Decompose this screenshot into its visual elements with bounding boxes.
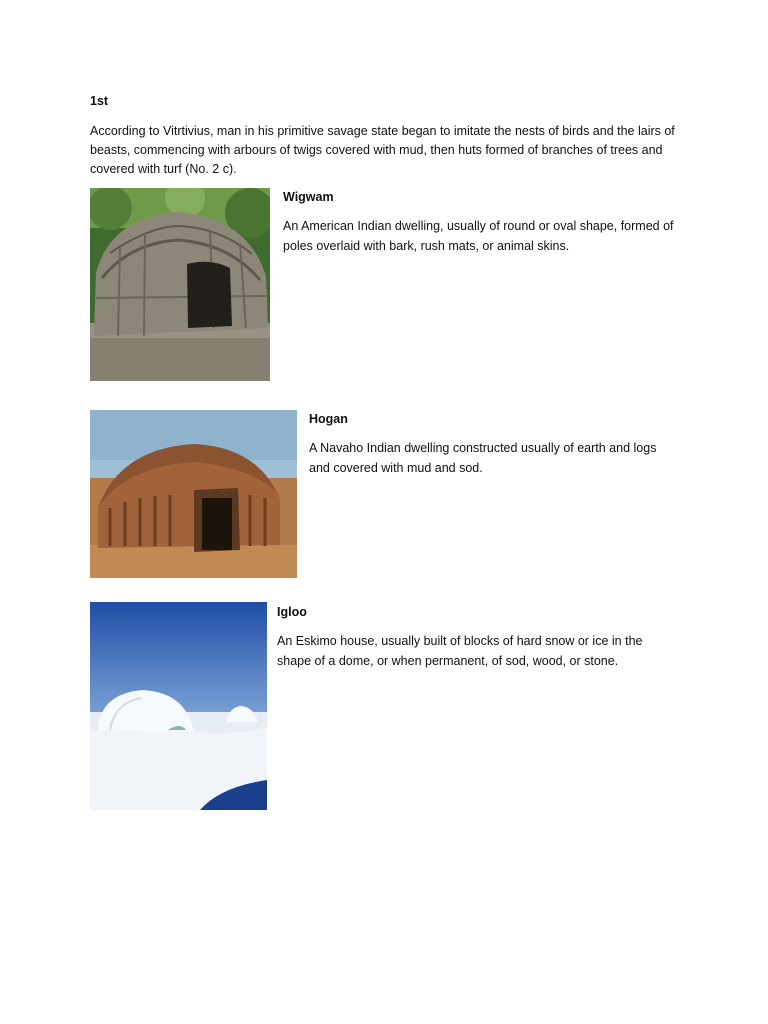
igloo-photo: [90, 602, 267, 810]
entry-description-wigwam: An American Indian dwelling, usually of round or oval shape, formed of poles overlaid with bark, rush mats, or animal skins.: [283, 219, 674, 253]
wigwam-photo: [90, 188, 270, 381]
hogan-photo: [90, 410, 297, 578]
entry-title-igloo: Igloo: [277, 605, 307, 619]
entry-description-igloo: An Eskimo house, usually built of blocks of hard snow or ice in the shape of a dome, or when permanent, of sod, wood, or stone.: [277, 634, 643, 668]
entry-title-wigwam: Wigwam: [283, 190, 334, 204]
intro-paragraph: According to Vitrtivius, man in his primitive savage state began to imitate the nests of birds and the lairs of beasts, commencing with arbours of twigs covered with mud, then huts formed of branches of trees and covered with turf (No. 2 c).: [90, 124, 675, 176]
section-heading: 1st: [90, 94, 109, 108]
entry-title-hogan: Hogan: [309, 412, 348, 426]
entry-description-hogan: A Navaho Indian dwelling constructed usually of earth and logs and covered with mud and sod.: [309, 441, 657, 475]
